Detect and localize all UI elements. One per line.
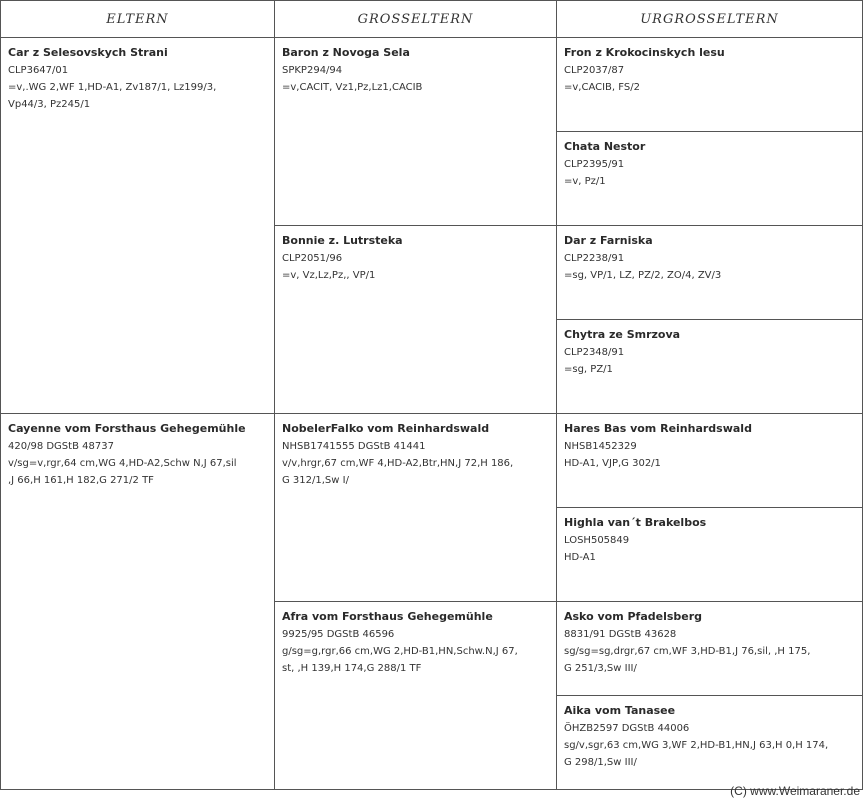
dog-name: NobelerFalko vom Reinhardswald [282, 422, 490, 435]
dog-detail: CLP2051/96 [282, 253, 343, 264]
dog-name: Highla van´t Brakelbos [564, 516, 707, 529]
copyright-notice: (C) www.Weimaraner.de [730, 784, 860, 798]
dog-detail: =sg, VP/1, LZ, PZ/2, ZO/4, ZV/3 [564, 270, 722, 281]
dog-detail: CLP2037/87 [564, 65, 625, 76]
eltern-cell-1 [0, 38, 275, 414]
dog-name: Car z Selesovskych Strani [8, 46, 168, 59]
dog-detail: v/v,hrgr,67 cm,WF 4,HD-A2,Btr,HN,J 72,H 186, [282, 458, 514, 469]
urgrosseltern-cell-5 [557, 414, 863, 508]
eltern-cell-2 [0, 414, 275, 790]
dog-name: Dar z Farniska [564, 234, 653, 247]
dog-detail: CLP3647/01 [8, 65, 69, 76]
dog-detail: sg/v,sgr,63 cm,WG 3,WF 2,HD-B1,HN,J 63,H 0,H 174, [564, 740, 829, 751]
grosseltern-cell-1 [275, 38, 557, 226]
dog-detail: v/sg=v,rgr,64 cm,WG 4,HD-A2,Schw N,J 67,sil [8, 458, 237, 469]
grosseltern-cell-3 [275, 414, 557, 602]
urgrosseltern-cell-6 [557, 508, 863, 602]
dog-detail: CLP2395/91 [564, 159, 625, 170]
dog-name: Cayenne vom Forsthaus Gehegemühle [8, 422, 246, 435]
dog-detail: =v,CACIT, Vz1,Pz,Lz1,CACIB [282, 82, 423, 93]
dog-detail: LOSH505849 [564, 535, 630, 546]
dog-detail: CLP2238/91 [564, 253, 625, 264]
dog-detail: G 298/1,Sw III/ [564, 757, 637, 768]
dog-detail: =sg, PZ/1 [564, 364, 613, 375]
urgrosseltern-cell-1 [557, 38, 863, 132]
dog-detail: G 312/1,Sw I/ [282, 475, 349, 486]
dog-detail: HD-A1, VJP,G 302/1 [564, 458, 661, 469]
dog-detail: SPKP294/94 [282, 65, 343, 76]
urgrosseltern-cell-4 [557, 320, 863, 414]
urgrosseltern-cell-2 [557, 132, 863, 226]
dog-name: Fron z Krokocinskych lesu [564, 46, 725, 59]
grosseltern-cell-4 [275, 602, 557, 790]
dog-detail: HD-A1 [564, 552, 596, 563]
header-eltern: ELTERN [0, 0, 275, 38]
dog-name: Hares Bas vom Reinhardswald [564, 422, 752, 435]
dog-detail: ,J 66,H 161,H 182,G 271/2 TF [8, 475, 154, 486]
dog-detail: 8831/91 DGStB 43628 [564, 629, 677, 640]
urgrosseltern-cell-8 [557, 696, 863, 790]
dog-detail: =v, Vz,Lz,Pz,, VP/1 [282, 270, 376, 281]
dog-detail: ÖHZB2597 DGStB 44006 [564, 723, 690, 734]
dog-name: Asko vom Pfadelsberg [564, 610, 703, 623]
dog-detail: 420/98 DGStB 48737 [8, 441, 114, 452]
dog-detail: NHSB1741555 DGStB 41441 [282, 441, 426, 452]
dog-detail: =v, Pz/1 [564, 176, 606, 187]
header-urgrosseltern: URGROSSELTERN [557, 0, 863, 38]
dog-detail: CLP2348/91 [564, 347, 625, 358]
urgrosseltern-cell-7 [557, 602, 863, 696]
dog-detail: st, ,H 139,H 174,G 288/1 TF [282, 663, 422, 674]
dog-detail: G 251/3,Sw III/ [564, 663, 637, 674]
dog-detail: g/sg=g,rgr,66 cm,WG 2,HD-B1,HN,Schw.N,J 67, [282, 646, 518, 657]
urgrosseltern-cell-3 [557, 226, 863, 320]
dog-detail: 9925/95 DGStB 46596 [282, 629, 395, 640]
grosseltern-cell-2 [275, 226, 557, 414]
dog-name: Chata Nestor [564, 140, 646, 153]
dog-detail: =v,CACIB, FS/2 [564, 82, 640, 93]
dog-name: Bonnie z. Lutrsteka [282, 234, 403, 247]
dog-detail: =v,.WG 2,WF 1,HD-A1, Zv187/1, Lz199/3, [8, 82, 217, 93]
dog-detail: NHSB1452329 [564, 441, 637, 452]
dog-name: Afra vom Forsthaus Gehegemühle [282, 610, 493, 623]
dog-name: Baron z Novoga Sela [282, 46, 410, 59]
dog-detail: Vp44/3, Pz245/1 [8, 99, 91, 110]
dog-name: Chytra ze Smrzova [564, 328, 681, 341]
dog-name: Aika vom Tanasee [564, 704, 676, 717]
dog-detail: sg/sg=sg,drgr,67 cm,WF 3,HD-B1,J 76,sil, ,H 175, [564, 646, 811, 657]
header-grosseltern: GROSSELTERN [275, 0, 557, 38]
